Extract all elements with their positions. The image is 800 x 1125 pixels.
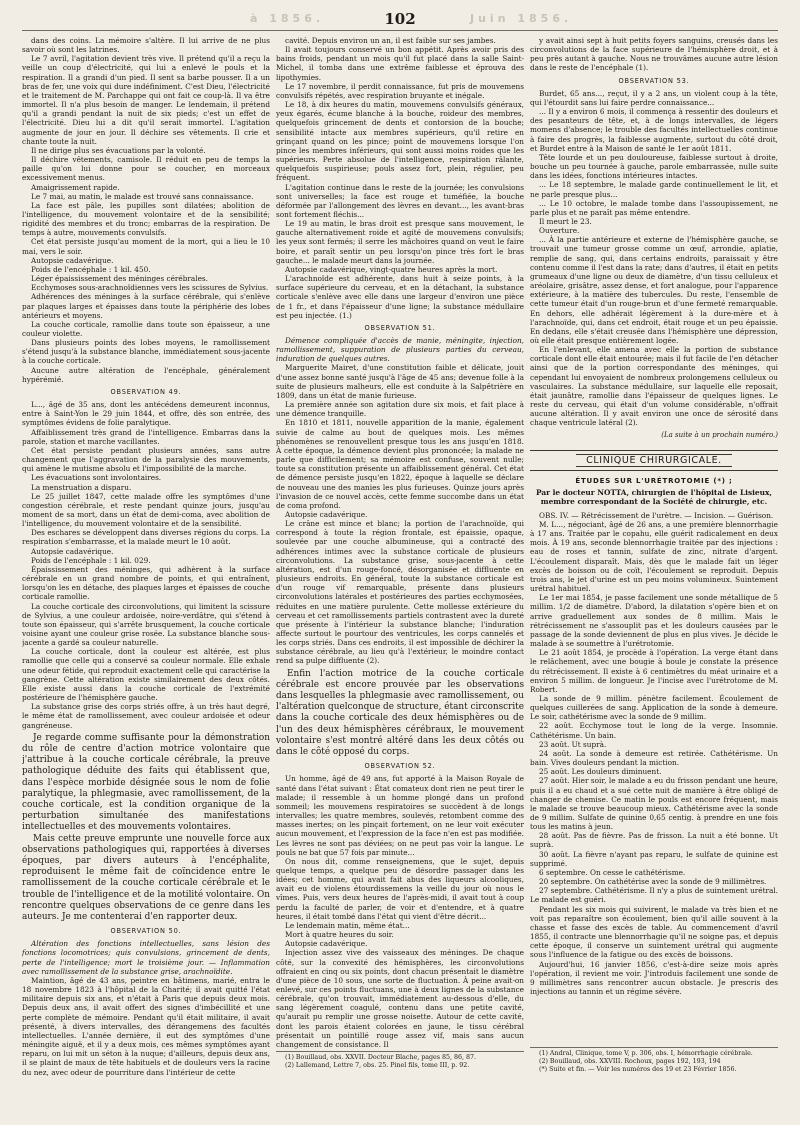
study-title: ÉTUDES SUR L'URÉTROTOMIE (*) ; [575,476,733,485]
col3-paragraphs-b-item: ... Le 10 octobre, le malade tombe dans l'assoupissement, ne parle plus et ne paraît pas même entendre. [530,198,778,217]
col3-paragraphs-b-item: En l'enlevant, elle amena avec elle la portion de substance corticale dont elle était entourée; mais il fut facile de l'en détacher ainsi que de la portion correspondante des méninges, qui cependant lui envoyaient de nombreux prolongemens celluleux ou vasculaires. La substance médullaire, sur laquelle elle reposait, était jaunâtre, ramollie dans l'épaisseur de quelques lignes. Le reste du cerveau, qui était d'un volume considérable, n'offrait aucune altération. Il y avait environ une once de sérosité dans chaque ventricule latéral (2). [530,345,778,428]
col1-paragraphs-a-item: Autopsie cadavérique. [31,255,114,265]
col2-paragraphs-a-item: Le 18, à dix heures du matin, mouvemens convulsifs généraux, yeux égarés, écume blanche à la bouche, roideur des membres, quelquefois grincement de dents et contorsion de la bouche; sensibilité intacte aux membres supérieurs, qu'il retire en grinçant quand on les pince; point de mouvemens lorsque l'on pince les membres inférieurs, qui sont aussi moins roides que les supérieurs. Perte absolue de l'intelligence, respiration râlante, quelquefois suspirieuse; pouls assez fort, plein, régulier, peu fréquent. [276,100,524,183]
col3-paragraphs-b-item: ... Le 18 septembre, le malade garde continuellement le lit, et ne parle presque plus... [530,180,778,199]
col3-paragraphs-c-item: 22 août. Ecchymose tout le long de la verge. Insomnie. Cathétérisme. Un bain. [530,721,778,740]
observation-iv-heading: OBS. IV. — Rétrécissement de l'urètre. — Incision. — Guérison. [539,510,774,520]
col2-paragraphs-b-item: Marguerite Mairet, d'une constitution faible et délicate, jouit d'une assez bonne santé jusqu'à l'âge de 45 ans; devenue folle à la suite de plusieurs malheurs, elle est conduite à la Salpêtrière en 1809, dans un état de manie furieuse. [276,363,524,400]
study-author: Par le docteur NOTTA, chirurgien de l'hôpital de Lisieux, membre correspondant de la Société de chirurgie, etc. [536,488,772,507]
col2-paragraphs-c-item: Un homme, âgé de 49 ans, fut apporté à la Maison Royale de santé dans l'état suivant : État comateux dont rien ne peut tirer le malade; il ressemble à un homme plongé dans un profond sommeil; les mouvemens respiratoires se succèdent à de longs intervalles; les quatre membres, soulevés, retombent comme des masses inertes; on les pinçait fortement, on ne leur voit exécuter aucun mouvement, et l'expression de la face n'en est pas modifiée. Les lèvres ne sont pas déviées; on ne peut pas voir la langue. Le pouls ne bat que 57 fois par minute... [276,774,524,857]
observation-50-summary: Altération des fonctions intellectuelles, sans lésion des fonctions locomotrices; quis convulsions, grincement de dents, perte de l'intelligence; mort le troisième jour. — Inflammation avec ramollissement de la substance grise, arachnoïdite. [22,939,270,976]
col3-paragraphs-b-item: ... À la partie antérieure et externe de l'hémisphère gauche, se trouvait une tumeur grosse comme un œuf, arrondie, aplatie, remplie de sang, qui, dans certains endroits, paraissait y être contenu comme il l'est dans la rate; dans d'autres, il était en petits grumeaux d'une ligne ou deux de diamètre, d'un tissu celluleux et aréolaire, grisâtre, assez dense, et fort analogue, pour l'apparence extérieure, à la matière des tubercules. Du reste, l'ensemble de cette tumeur était d'un rouge-brun et d'une fermeté remarquable. En dehors, elle adhérait légèrement à la dure-mère et à l'arachnoïde, qui, dans cet endroit, était rouge et un peu épaissie. En dedans, elle s'était creusée dans l'hémisphère une dépression, où elle était presque entièrement logée. [530,235,778,345]
col2-footnotes [276,1051,524,1070]
col3-paragraphs-c-item: Le 21 août 1854, je procède à l'opération. La verge étant dans le relâchement, avec une bougie à boule je constate la présence du rétrécissement. Il existe à 6 centimètres du méat urinaire et a environ 5 millim. de longueur. Je l'incise avec l'urétrotome de M. Robert. [530,648,778,694]
col3-paragraphs-c-item: 30 août. La fièvre n'ayant pas reparu, le sulfate de quinine est supprimé. [530,849,778,868]
col3-paragraphs-b-item: Burdet, 65 ans..., reçut, il y a 2 ans, un violent coup à la tête, qui l'étourdit sans lui faire perdre connaissance... [530,88,778,107]
col3-paragraphs-c-item: 24 août. La sonde à demeure est retirée. Cathétérisme. Un bain. Vives douleurs pendant la miction. [530,748,778,768]
col2-paragraphs-a-item: cavité. Depuis environ un an, il est faible sur ses jambes. [285,36,496,45]
ghost-header-left: à 1856. [250,12,325,25]
col3-footnotes-item: (*) Suite et fin. — Voir les numéros des 19 et 23 Février 1856. [539,1066,737,1073]
col3-paragraphs-b-item: Tête lourde et un peu douloureuse, faiblesse surtout à droite, bouche un peu tournée à gauche, parole embarrassée, nulle suite dans les idées, fonctions intérieures intactes. [530,152,778,181]
col3-paragraphs-a [530,36,778,73]
col3-paragraphs-b-item: Il meurt le 23. [539,216,592,226]
col1-paragraphs-a-item: Il déchire vêtements, camisole. Il réduit en peu de temps la paille qu'on lui donne pour se coucher, en morceaux excessivement menus. [22,155,270,183]
col2-paragraphs-a-item: L'agitation continue dans le reste de la journée; les convulsions sont universelles; la face est rouge et tuméfiée, la bouche déformée par l'allongement des lèvres en devant..., les avant-bras sont fortement fléchis... [276,182,524,219]
col3-paragraphs-c-item: 25 août. Les douleurs diminuent. [539,767,662,777]
ghost-header-right: Juin 1856. [470,12,573,25]
col2-paragraphs-a-item: Il avait toujours conservé un bon appétit. Après avoir pris des bains froids, pendant un mois qu'il fut placé dans la salle Saint-Michel, il tomba dans une extrême faiblesse et éprouva des lipothymies. [276,45,524,82]
col3-paragraphs-c-item: M. L..., négociant, âgé de 26 ans, a une première blennorrhagie à 17 ans. Traitée par le copahu, elle guérit radicalement en deux mois. À 19 ans, seconde blennorrhagie traitée par des injections : eau de roses et tannin, sulfate de zinc, nitrate d'argent. L'écoulement disparaît. Mais, dès que le malade fait un léger excès de boisson ou de coït, l'écoulement se reproduit. Depuis trois ans, le jet d'urine est un peu moins volumineux. Suintement urétral habituel. [530,520,778,594]
col2-paragraphs-c-item: On nous dit, comme renseignemens, que le sujet, depuis quelque temps, a quelque peu de désordre passager dans les idées; cet homme, qui avait fait abus des liqueurs alcooliques, avait eu de violens étourdissemens la veille du jour où nous le vîmes. Puis, vers deux heures de l'après-midi, il avait tout à coup perdu la faculté de parler, de voir et d'entendre, et à quatre heures, il était tombé dans l'état qui vient d'être décrit... [276,856,524,921]
col1-paragraphs-b-item: Des eschares se développent dans diverses régions du corps. La respiration s'embarrasse, et la malade meurt le 10 août. [22,528,270,547]
col1-paragraphs-b-item: Les évacuations sont involontaires. [31,473,162,483]
col1-paragraphs-a-item: Poids de l'encéphale : 1 kil. 450. [31,264,151,274]
col3-paragraphs-c [530,520,778,996]
col1-argument-text-item: Mais cette preuve emprunte une nouvelle force aux observations pathologiques qui, rapportées à diverses époques, par divers auteurs à l'encéphalite, reproduisent le même fait de coïncidence entre le ramollissement de la couche corticale cérébrale et le trouble de l'intelligence et de la motilité volontaire. On rencontre quelques observations de ce genre dans les auteurs. Je me contenterai d'en rapporter deux. [22,833,270,922]
col3-paragraphs-c-item: 27 septembre. Cathétérisme. Il n'y a plus de suintement urétral. Le malade est guéri. [530,886,778,905]
col3-paragraphs-c-item: Aujourd'hui, 16 janvier 1856, c'est-à-dire seize mois après l'opération, il revient me voir. J'introduis facilement une sonde de 9 millimètres sans rencontrer aucun obstacle. Je prescris des injections au tannin et un régime sévère. [530,959,778,996]
col2-paragraphs-c-item: Mort à quatre heures du soir. [285,930,394,940]
column-1 [22,36,270,1086]
col2-paragraphs-c-item: Autopsie cadavérique. [285,939,368,949]
col1-paragraphs-a-item: Amaigrissement rapide. [31,182,120,192]
observation-51-summary: Démence compliquée d'accès de manie, méningite, injection, ramollissement, suppuration de plusieurs parties du cerveau, induration de quelques autres. [276,336,524,364]
col2-paragraphs-b-item: Autopsie cadavérique. [285,509,368,519]
observation-51-title: OBSERVATION 51. [364,323,436,332]
col1-paragraphs-a-item: Le 7 mai, au matin, le malade est trouvé sans connaissance. [31,191,254,201]
section-heading-box [530,450,778,471]
col1-paragraphs-b-item: La menstruation a disparu. [31,482,132,492]
col1-paragraphs-b-item: Poids de l'encéphale : 1 kil. 029. [31,555,151,565]
col2-paragraphs-a-item: Le 19 au matin, le bras droit est presque sans mouvement, le gauche alternativement roide et agité de mouvemens convulsifs; les yeux sont fermés; il serre les mâchoires quand on veut le faire boire, et paraît sentir un peu lorsqu'on pince très fort le bras gauche... le malade meurt dans la journée. [276,219,524,265]
col1-paragraphs-a-item: La couche corticale, ramollie dans toute son épaisseur, a une couleur violette. [22,319,270,338]
col2-paragraphs-b-item: En 1810 et 1811, nouvelle apparition de la manie, également suivie de calme au bout de quelques mois. Les mêmes phénomènes se renouvellent presque tous les ans jusqu'en 1818. À cette époque, la démence devient plus prononcée; la malade ne parle que difficilement; sa mémoire est confuse, souvent nulle; toute sa constitution présente un affaiblissement général. Cet état de démence persiste jusqu'en 1822, époque à laquelle se déclare de nouveau une des manies les plus furieuses. Quinze jours après l'invasion de ce nouvel accès, cette femme succombe dans un état de coma profond. [276,418,524,510]
col1-paragraphs-b-item: La substance grise des corps striés offre, à un très haut degré, le même état de ramollissement, avec couleur ardoisée et odeur gangréneuse. [22,702,270,730]
col1-paragraphs-b [22,400,270,730]
col1-paragraphs-a-item: Cet état persiste jusqu'au moment de la mort, qui a lieu le 10 mai, vers le soir. [22,237,270,256]
col1-paragraphs-a-item: Léger épaississement des méninges cérébrales. [31,274,208,284]
col3-footnotes [530,1047,778,1074]
col3-paragraphs-b-item: ... Il y a environ 6 mois, il commença à ressentir des douleurs et des pesanteurs de tête, et, à de longs intervalles, de légers momens d'absence; le trouble des facultés intellectuelles continue à faire des progrès, la faiblesse augmente, surtout du côté droit, et Burdet entre à la Maison de santé le 1er août 1811. [530,107,778,153]
col2-paragraphs-a [276,36,524,320]
col1-paragraphs-b-item: La couche corticale, dont la couleur est altérée, est plus ramollie que celle qui a conservé sa couleur normale. Elle exhale une odeur fétide, qui reproduit exactement celle qui caractérise la gangrène. Cette altération existe similairement des deux côtés. Elle existe aussi dans la couche corticale de l'extrémité postérieure de l'hémisphère gauche. [22,647,270,703]
col2-paragraphs-b [276,363,524,665]
col3-paragraphs-c-item: 28 août. Pas de fièvre. Pas de frisson. La nuit a été bonne. Ut suprà. [530,831,778,850]
col1-paragraphs-b-item: Le 25 juillet 1847, cette malade offre les symptômes d'une congestion cérébrale, et reste pendant quinze jours, jusqu'au moment de sa mort, dans un état de demi-coma, avec abolition de l'intelligence, du mouvement volontaire et de la sensibilité. [22,491,270,529]
col2-paragraphs-b-item: La première année son agitation dure six mois, et fait place à une démence tranquille. [276,400,524,419]
col1-paragraphs-a-item: Adhérences des méninges à la surface cérébrale, qui s'enlève par plaques larges et épaisses dans toute la périphérie des lobes antérieurs et moyens. [22,292,270,320]
col3-paragraphs-b-item: Ouverture. [539,226,580,236]
col2-paragraphs-c [276,774,524,1049]
column-3 [530,36,778,1086]
col3-paragraphs-b [530,89,778,428]
col1-paragraphs-a-item: Le 7 avril, l'agitation devient très vive. Il prétend qu'il a reçu la veille un coup d'électricité, qui lui a enlevé le pouls et la respiration. Il a grandi d'un pied. Il sent sa barbe pousser. Il a un bras de fer, une voix qui dure indéfiniment. C'est Dieu, l'électricité et le traitement de M. Parchappe qui ont fait ce coup-là. Il va être immortel. Il n'a plus besoin de manger. Le lendemain, il prétend qu'il a grandi pendant la nuit de six pieds; c'est un effet de l'électricité. Dieu lui a dit qu'il serait immortel. L'agitation augmente de jour en jour. Il déchire ses vêtements. Il crie et chante toute la nuit. [22,54,270,146]
col3-paragraphs-c-item: 27 août. Hier soir, le malade a eu du frisson pendant une heure, puis il a eu chaud et a sué cette nuit de manière à être obligé de changer de chemise. Ce matin le pouls est encore fréquent, mais le malade se trouve beaucoup mieux. Cathétérisme avec la sonde de 9 millim. Sulfate de quinine 0,65 centig. à prendre en une fois tous les matins à jeun. [530,776,778,832]
col1-paragraphs-a-item: La face est pâle, les pupilles sont dilatées; abolition de l'intelligence, du mouvement volontaire et de la sensibilité; rigidité des membres et du tronc; embarras de la respiration. De temps à autre, mouvements convulsifs. [22,200,270,238]
col1-paragraphs-a [22,36,270,384]
col3-paragraphs-a-item: y avait ainsi sept à huit petits foyers sanguins, creusés dans les circonvolutions de la face supérieure de l'hémisphère droit, et à peu près autant à gauche. Nous ne trouvâmes aucune autre lésion dans le reste de l'encéphale (1). [530,36,778,73]
observation-53-title: OBSERVATION 53. [618,76,690,85]
section-heading: CLINIQUE CHIRURGICALE. [576,454,732,467]
col1-argument-text [22,733,270,923]
col2-paragraphs-a-item: Autopsie cadavérique, vingt-quatre heures après la mort. [285,264,498,274]
col1-paragraphs-b-item: Cet état persiste pendant plusieurs années, sans autre changement que l'aggravation de la paralysie des mouvements, qui amène le mutisme absolu et l'impossibilité de la marche. [22,445,270,474]
col1-paragraphs-a-item: Aucune autre altération de l'encéphale, généralement hypérémié. [22,365,270,384]
continued-notice: (La suite à un prochain numéro.) [661,430,778,439]
column-2 [276,36,524,1086]
col2-footnotes-item: (1) Bouillaud, obs. XXVII. Docteur Blache, pages 85, 86, 87. [285,1054,477,1061]
col2-paragraphs-a-item: L'arachnoïde est adhérente, dans huit à seize points, à la surface supérieure du cerveau, et en la détachant, la substance corticale s'enlève avec elle dans une largeur d'environ une pièce de 1 fr., et dans l'épaisseur d'une ligne; la substance médullaire est peu injectée. (1.) [276,274,524,320]
col2-argument-text [276,669,524,759]
col1-paragraphs-c-item: Maintion, âgé de 43 ans, peintre en bâtimens, marié, entra le 18 novembre 1823 à l'hôpital de la Charité; il avait quitté l'état militaire depuis six ans, et n'était à Paris que depuis deux mois. Depuis deux ans, il avait offert des signes d'imbécillité et une perte complète de mémoire. Pendant qu'il était militaire, il avait présenté, à divers intervalles, des dérangemens des facultés intellectuelles. L'année dernière, il eut des symptômes d'une méningite aiguë, et il y a deux mois, ces mêmes symptômes ayant reparu, on lui mit un séton à la nuque; d'ailleurs, depuis deux ans, il se plaint de maux de tête habituels et de douleurs vers la racine du nez, avec odeur de pourriture dans l'intérieur de cette [22,975,270,1077]
col2-argument-text-item: Enfin l'action motrice de la couche corticale cérébrale est encore prouvée par les observations dans lesquelles la phlegmasie avec ramollissement, ou l'altération quelconque de structure, étant circonscrite dans la couche corticale des deux hémisphères ou de l'un des deux hémisphères cérébraux, le mouvement volontaire s'est montré altéré dans les deux côtés ou dans le côté opposé du corps. [276,668,524,758]
col1-paragraphs-b-item: Autopsie cadavérique. [31,546,114,556]
col2-paragraphs-c-item: Injection assez vive des vaisseaux des méninges. De chaque côté, sur la convexité des hémisphères, les circonvolutions offraient en cinq ou six points, dont chacun présentait le diamètre d'une pièce de 10 sous, une sorte de fluctuation. À peine avait-on enlevé, sur ces points fluctuans, une à deux lignes de la substance cérébrale, qu'on trouvait, immédiatement au-dessous d'elle, du sang légèrement coagulé, contenu dans une petite cavité, qu'aurait pu remplir une grosse noisette. Autour de cette cavité, dont les parois étaient colorées en jaune, le tissu cérébral présentait un pointillé rouge assez vif, mais sans aucun changement de consistance. Il [276,948,524,1049]
header-rule [22,30,778,31]
col1-paragraphs-b-item: L..., âgé de 35 ans, dont les antécédens demeurent inconnus, entre à Saint-Yon le 29 juin 1844, et offre, dès son entrée, des symptômes évidens de folie paralytique. [22,400,270,428]
col1-paragraphs-a-item: dans des coins. La mémoire s'altère. Il lui arrive de ne plus savoir où sont les latrines. [22,36,270,55]
page-number: 102 [384,10,416,28]
col1-argument-text-item: Je regarde comme suffisante pour la démonstration du rôle de centre d'action motrice volontaire que j'attribue à la couche corticale cérébrale, la preuve pathologique déduite des faits qui établissent que, dans l'espèce morbide désignée sous le nom de folie paralytique, la phlegmasie, avec ramollissement, de la couche corticale, est la condition organique de la perturbation simultanée des manifestations intellectuelles et des mouvements volontaires. [22,732,270,833]
col2-paragraphs-c-item: Le lendemain matin, même état... [285,920,410,930]
col3-paragraphs-c-item: Pendant les six mois qui suivirent, le malade va très bien et ne voit pas reparaître son écoulement, bien qu'il aille souvent à la chasse et fasse des excès de table. Au commencement d'avril 1855, il contracte une blennorrhagie qu'il ne soigne pas, et depuis cette époque, il conserve un suintement urétral qui augmente sous l'influence de la fatigue ou des excès de boissons. [530,904,778,960]
col3-paragraphs-c-item: Le 1er mai 1854, je passe facilement une sonde métallique de 5 millim. 1/2 de diamètre. D'abord, la dilatation s'opère bien et on arrive graduellement aux sondes de 8 millim. Mais le rétrécissement ne s'assouplit pas et les douleurs causées par le passage de la sonde deviennent de plus en plus vives. Je décide le malade à se soumettre à l'urétrotomie. [530,593,778,649]
col1-paragraphs-a-item: Dans plusieurs points des lobes moyens, le ramollissement s'étend jusqu'à la substance blanche, immédiatement sous-jacente à la couche corticale. [22,338,270,366]
col1-paragraphs-b-item: La couche corticale des circonvolutions, qui limitent la scissure de Sylvius, a une couleur ardoisée, noire-verdâtre, qui s'étend à toute son épaisseur, qui s'arrête brusquement, la couche corticale voisine ayant une couleur grise rosée. La substance blanche sous-jacente a gardé sa couleur naturelle. [22,601,270,648]
observation-50-title: OBSERVATION 50. [110,927,182,936]
col2-paragraphs-b-item: Le crâne est mince et blanc; la portion de l'arachnoïde, qui correspond à toute la région frontale, est épaissie, opaque, soulevée par une couche albumineuse, qui a contracté des adhérences intimes avec la substance corticale de plusieurs circonvolutions. La substance grise, sous-jacente à cette altération, est d'un rouge-foncé, désorganisée et diffluente en plusieurs endroits. En général, toute la substance corticale est d'un rouge vif remarquable, présente dans plusieurs circonvolutions latérales et postérieures des parties ecchymosées, réduites en une matière purulente. Cette mollesse extérieure du cerveau et cet ramollissements partiels contrastent avec la dureté que présente à l'intérieur la substance blanche; l'induration affecte surtout le pourtour des ventricules, les corps cannelés et les corps striés. Dans ces endroits, il est impossible de déchirer la substance cérébrale, au lieu qu'à l'extérieur, le moindre contact rend sa pulpe diffluente (2). [276,519,524,666]
observation-52-title: OBSERVATION 52. [364,762,436,771]
col1-paragraphs-b-item: Affaiblissement très grand de l'intelligence. Embarras dans la parole, station et marche vacillantes. [22,427,270,446]
running-head [0,10,800,28]
col3-paragraphs-c-item: 23 août. Ut suprà. [539,739,607,749]
observation-49-title: OBSERVATION 49. [110,387,182,396]
col3-paragraphs-c-item: 6 septembre. On cesse le cathétérisme. [539,867,686,877]
col1-paragraphs-a-item: Ecchymoses sous-arachnoïdiennes vers les scissures de Sylvius. [31,283,269,293]
col3-paragraphs-c-item: La sonde de 9 millim. pénètre facilement. Écoulement de quelques cuillerées de sang. Application de la sonde à demeure. Le soir, cathétérisme avec la sonde de 9 millim. [530,693,778,722]
col2-paragraphs-a-item: Le 17 novembre, il perdit connaissance, fut pris de mouvemens convulsifs répétés, avec respiration bruyante et inégale. [276,81,524,100]
col1-paragraphs-a-item: Il ne dirige plus ses évacuations par la volonté. [31,145,206,155]
col3-paragraphs-c-item: 20 septembre. On cathétérise avec la sonde de 9 millimètres. [539,877,767,887]
col3-footnotes-item: (2) Bouillaud, obs. XXVIII. Rochoux, pages 192, 193, 194 [539,1058,721,1065]
col1-paragraphs-c [22,976,270,1077]
col2-footnotes-item: (2) Lallemand, Lettre 7, obs. 25. Pinel fils, tome III, p. 92. [285,1062,470,1069]
col3-footnotes-item: (1) Andral, Clinique, tome V, p. 306, obs. I, hémorrhagie cérébrale. [539,1050,753,1057]
col1-paragraphs-b-item: Épaississement des méninges, qui adhèrent à la surface cérébrale en un grand nombre de points, et qui entraînent, lorsqu'on les en détache, des plaques larges et épaisses de couche corticale ramollie. [22,564,270,602]
